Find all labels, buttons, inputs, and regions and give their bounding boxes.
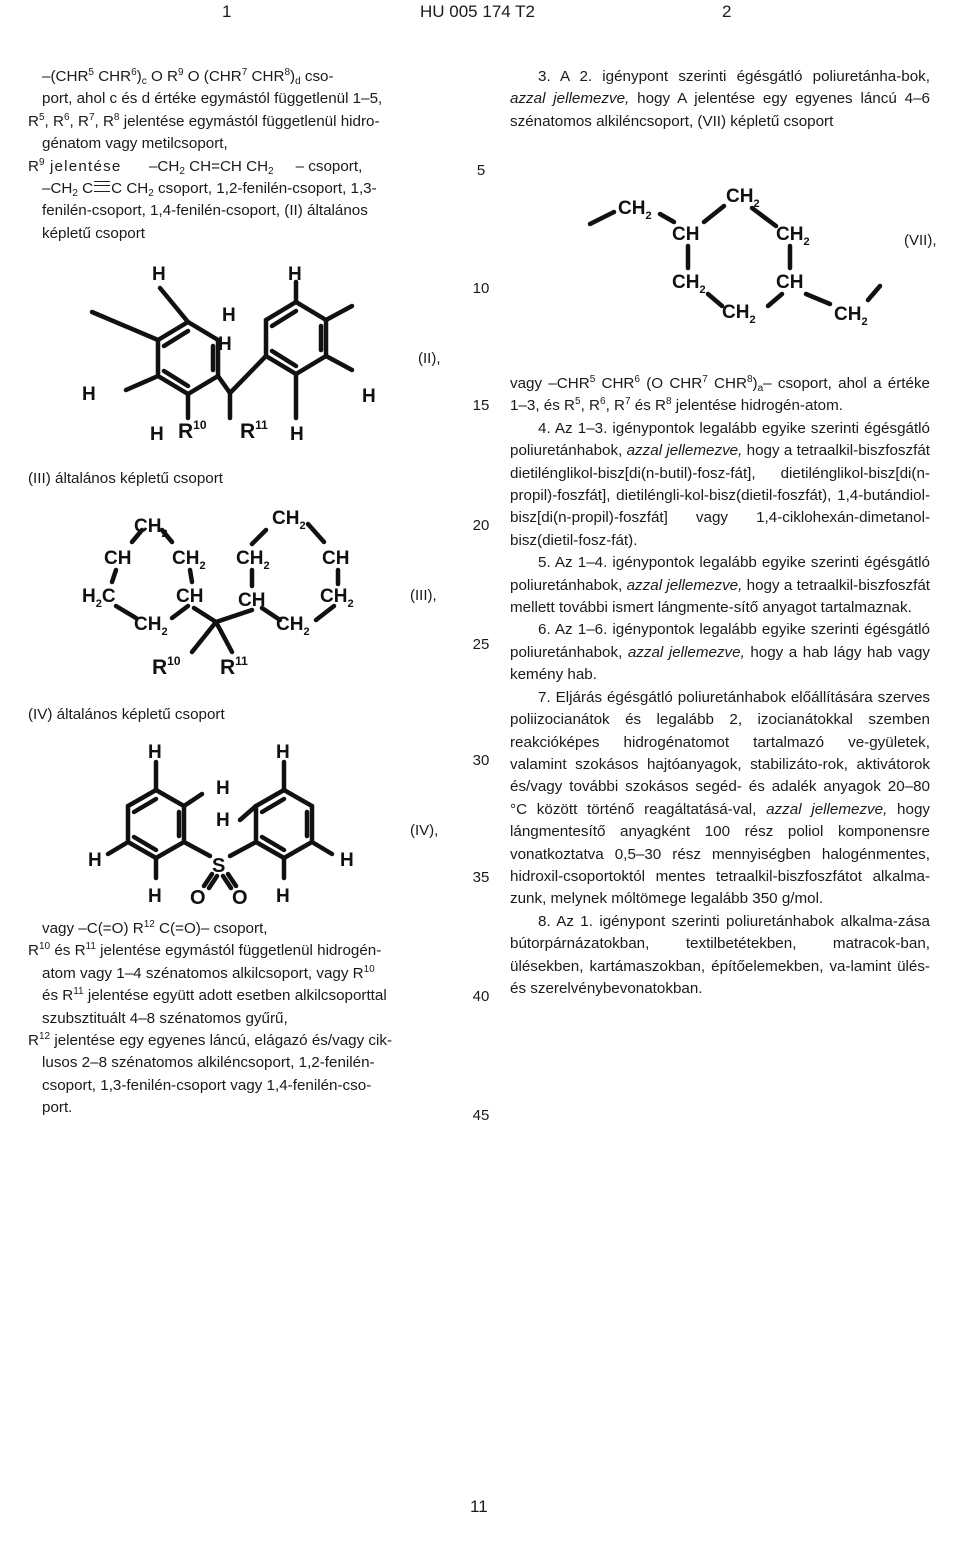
atom-label-h: H — [148, 886, 162, 907]
line-number: 20 — [472, 517, 490, 534]
text-line: vagy –C(=O) $R^{12}$ C(=O)– csoport, — [42, 919, 268, 937]
ch2-group: $CH_2$ — [618, 198, 652, 222]
text-line: génatom vagy metilcsoport, — [42, 135, 228, 153]
claim-7: 7. Eljárás égésgátló poliuretánhabok előállítására szerves poliizocianátok és legalább 2, izocianátokkal szemben reakcióképes hidrogénatomot tartalmazó ve-gyületek, valamint szokásos hajtóanyagok, stabilizáto-rok, aktivátorok és/vagy további szokásos segéd- és adalék anyagok 20–80 °C között történő reagáltatásá-val, azzal jellemezve, hogy lángmentesítő anyagként 100 rész poliol komponensre vonatkoztatva 0,5–30 rész mennyiségben halogénmentes, hidroxil-csoportoktól mentes tetraalkil-biszfoszfátot alkalma-zunk, melynek móltömege legalább 350 g/mol. — [510, 688, 930, 908]
ch2-group: $CH_2$ — [172, 548, 206, 572]
ch-group: CH — [776, 272, 804, 293]
formula-iv-structure — [80, 738, 380, 910]
atom-label-h: H — [152, 264, 166, 285]
line-number: 40 — [472, 988, 490, 1005]
ch2-group: $CH_2$ — [236, 548, 270, 572]
oxygen-atom: O — [190, 887, 206, 909]
formula-label-ii: (II), — [418, 350, 441, 367]
line-number: 15 — [472, 397, 490, 414]
text-line: és $R^{11}$ jelentése együtt adott esetben alkilcsoporttal — [42, 986, 387, 1005]
left-paragraph-1 — [28, 66, 450, 245]
sulfur-atom: S — [212, 855, 226, 877]
atom-label-h: H — [150, 424, 164, 445]
right-claims — [510, 373, 930, 1000]
text-line: fenilén-csoport, 1,4-fenilén-csoport, (II) általános — [42, 202, 368, 220]
claim-4: 4. Az 1–3. igénypontok legalább egyike szerinti égésgátló poliuretánhabok, azzal jellemezve, hogy a tetraalkil-biszfoszfát dietilénglikol-bisz[di(n-butil)-fosz-fát], dietilénglikol-bisz[di(n-propil)-foszfát], dietiléngli-kol-bisz(dietil-foszfát), 1,4-butándiol-bisz[di(n-propil)-foszfát] vagy 1,4-ciklohexán-dimetanol-bisz(dietil-fosz-fát). — [510, 419, 930, 549]
ch-group: CH — [104, 548, 132, 569]
ch2-group: $CH_2$ — [722, 302, 756, 326]
formula-iii-structure — [76, 502, 406, 682]
ch2-group: $CH_2$ — [134, 614, 168, 638]
atom-label-h: H — [216, 778, 230, 799]
heading-iv: (IV) általános képletű csoport — [28, 706, 225, 723]
text-line: port. — [42, 1099, 73, 1117]
left-paragraph-2 — [28, 918, 450, 1120]
triple-bond — [94, 181, 110, 192]
document-id: HU 005 174 T2 — [420, 2, 535, 21]
ch2-group: $CH_2$ — [272, 508, 306, 532]
line-number: 10 — [472, 280, 490, 297]
ch-group: CH — [672, 224, 700, 245]
ch-group: CH — [322, 548, 350, 569]
claim-5: 5. Az 1–4. igénypontok legalább egyike szerinti égésgátló poliuretánhabok, azzal jellemezve, hogy a tetraalkil-biszfoszfát mellett további ismert lángmente-sítő anyagot tartalmaznak. — [510, 554, 930, 617]
ch2-group: $CH_2$ — [320, 586, 354, 610]
line-number: 25 — [472, 636, 490, 653]
text-line: port, ahol c és d értéke egymástól függetlenül 1–5, — [42, 90, 383, 108]
atom-label-h: H — [290, 424, 304, 445]
atom-label-h: H — [276, 742, 290, 763]
atom-label-h: H — [362, 386, 376, 407]
ch2-group: $CH_2$ — [726, 186, 760, 210]
ch2-group: $CH_2$ — [672, 272, 706, 296]
r10-label: $R^{10}$ — [178, 418, 207, 443]
heading-iii: (III) általános képletű csoport — [28, 470, 224, 487]
atom-label-h: H — [222, 305, 236, 326]
claim-3: 3. A 2. igénypont szerinti égésgátló poliuretánha-bok, azzal jellemezve, hogy A jelentése egy egyenes láncú 4–6 szénatomos alkiléncsoport, (VII) képletű csoport — [510, 68, 930, 130]
text-line: csoport, 1,3-fenilén-csoport vagy 1,4-fenilén-cso- — [42, 1076, 372, 1094]
text-line: $R^{12}$ jelentése egy egyenes láncú, elágazó és/vagy cik- — [28, 1031, 393, 1050]
text-line: szubsztituált 4–8 szénatomos gyűrű, — [42, 1009, 288, 1027]
line-number: 45 — [472, 1107, 490, 1124]
ch2-group: $H_2C$ — [82, 586, 116, 610]
atom-label-h: H — [218, 334, 232, 355]
atom-label-h: H — [340, 850, 354, 871]
claim-3-continued: vagy –CHR$^5$ CHR$^6$ (O CHR$^7$ $CHR^8)_a-$ csoport, ahol a értéke 1–3, és $R^5$, $R^6$, $R^7$ és $R^8$ jelentése hidrogén-atom. — [510, 374, 930, 415]
text-line: $R^{10}$ és $R^{11}$ jelentése egymástól függetlenül hidrogén- — [28, 941, 382, 960]
formula-vii-structure — [584, 178, 904, 338]
atom-label-h: H — [276, 886, 290, 907]
text-line: lusos 2–8 szénatomos alkiléncsoport, 1,2-fenilén- — [42, 1054, 375, 1072]
atom-label-h: H — [216, 810, 230, 831]
formula-ii-structure — [70, 258, 410, 453]
r11-label: $R^{11}$ — [240, 418, 268, 443]
formula-label-iv: (IV), — [410, 822, 439, 839]
ch2-group: $CH_2$ — [276, 614, 310, 638]
claim-8: 8. Az 1. igénypont szerinti poliuretánhabok alkalma-zása bútorpárnázatokban, textilbetétekben, matracok-ban, ülésekben, kartámaszokban, építőelemekben, va-lamint ülés- és szerelvénybevonatokban. — [510, 912, 930, 997]
oxygen-atom: O — [232, 887, 248, 909]
page-number-left: 1 — [222, 2, 232, 21]
ch-group: CH — [238, 590, 266, 611]
text-line: $R^5$, $R^6$, $R^7$, $R^8$ jelentése egymástól függetlenül hidro- — [28, 111, 380, 130]
text-line: –(CHR$^5$ $CHR^6)_c$ O $R^9$ O (CHR$^7$ $CHR^8)_d$ cso- — [42, 67, 334, 87]
r10-label: $R^{10}$ — [152, 654, 181, 679]
ch-group: CH — [176, 586, 204, 607]
line-number: 30 — [472, 752, 490, 769]
atom-label-h: H — [148, 742, 162, 763]
r11-label: $R^{11}$ — [220, 654, 248, 679]
line-number: 35 — [472, 869, 490, 886]
claim-6: 6. Az 1–6. igénypontok legalább egyike szerinti égésgátló poliuretánhabok, azzal jellemezve, hogy a hab lágy hab vagy kemény hab. — [510, 621, 930, 684]
text-line: $R^9$ jelentése $-CH_2$ CH=CH $CH_2$ – csoport, — [28, 156, 363, 177]
ch2-group: $CH_2$ — [134, 516, 168, 540]
text-line: atom vagy 1–4 szénatomos alkilcsoport, vagy $R^{10}$ — [42, 963, 375, 982]
formula-label-iii: (III), — [410, 587, 437, 604]
formula-label-vii: (VII), — [904, 232, 937, 249]
page-footer-number: 11 — [470, 1497, 488, 1516]
text-line: $-CH_2$ C C $CH_2$ csoport, 1,2-fenilén-csoport, 1,3- — [42, 180, 377, 200]
ch2-group: $CH_2$ — [776, 224, 810, 248]
atom-label-h: H — [88, 850, 102, 871]
atom-label-h: H — [288, 264, 302, 285]
line-number: 5 — [476, 162, 486, 179]
ch2-group: $CH_2$ — [834, 304, 868, 328]
page-number-right: 2 — [722, 2, 732, 21]
text-line: képletű csoport — [42, 224, 145, 242]
atom-label-h: H — [82, 384, 96, 405]
